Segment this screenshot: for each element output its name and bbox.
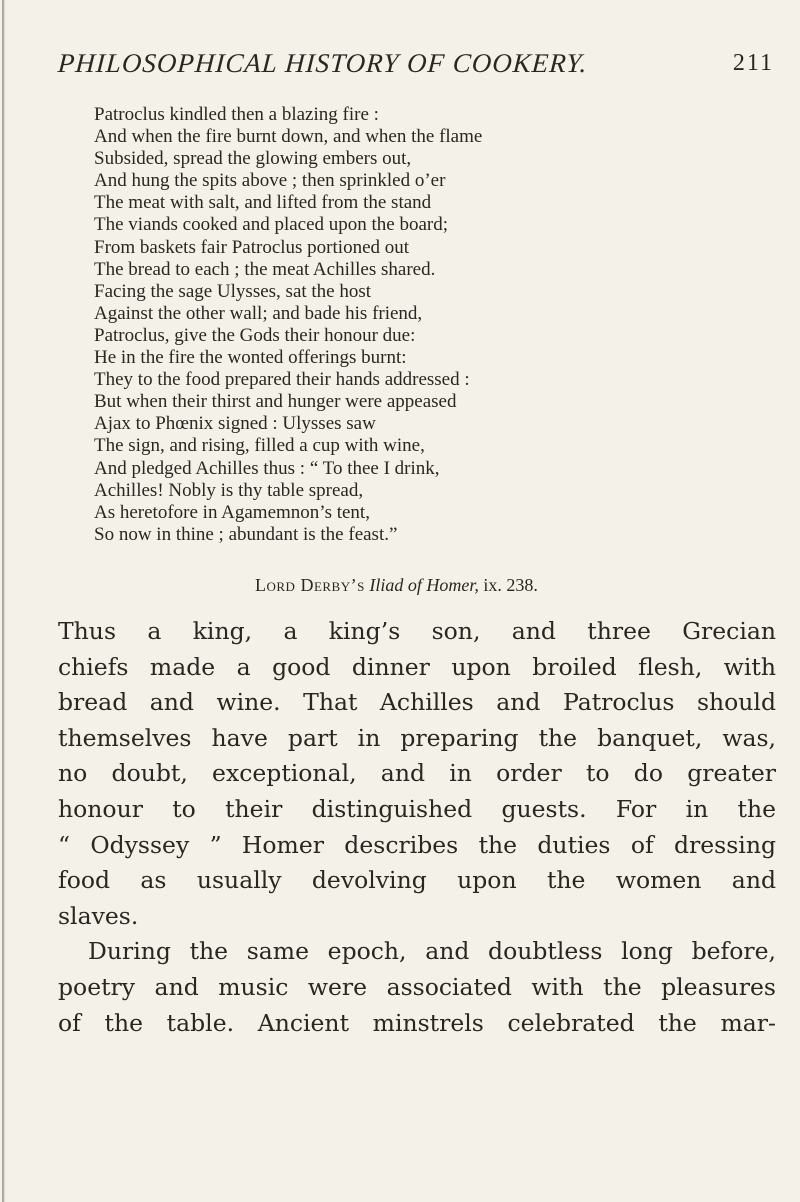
verse-line: He in the fire the wonted offerings burnt:	[94, 347, 407, 369]
body-text	[58, 614, 776, 1041]
verse-line: As heretofore in Agamemnon’s tent,	[94, 501, 370, 523]
prose-line: themselves have part in preparing the banquet, was,	[58, 723, 776, 752]
verse-line: And pledged Achilles thus : “ To thee I drink,	[94, 457, 440, 479]
verse-line: The meat with salt, and lifted from the stand	[94, 192, 432, 214]
attribution-work: Iliad of Homer,	[369, 575, 479, 595]
verse-line: From baskets fair Patroclus portioned out	[94, 236, 410, 258]
verse-line: The viands cooked and placed upon the board;	[94, 214, 449, 236]
prose-line: slaves.	[58, 901, 139, 930]
verse-line: And hung the spits above ; then sprinkled o’er	[94, 170, 446, 192]
prose-line: “ Odyssey ” Homer describes the duties of dressing	[58, 830, 776, 859]
attribution-reference: ix. 238.	[483, 575, 538, 595]
prose-line: poetry and music were associated with the pleasures	[58, 972, 776, 1001]
verse-line: Subsided, spread the glowing embers out,	[94, 148, 412, 170]
quotation-attribution	[255, 575, 775, 596]
verse-line: Against the other wall; and bade his friend,	[94, 302, 423, 324]
running-head	[58, 48, 778, 88]
verse-line: So now in thine ; abundant is the feast.”	[94, 523, 398, 545]
verse-line: Facing the sage Ulysses, sat the host	[94, 280, 372, 302]
running-title: PHILOSOPHICAL HISTORY OF COOKERY.	[56, 48, 589, 78]
prose-line: no doubt, exceptional, and in order to do greater	[58, 759, 776, 788]
verse-line: Achilles! Nobly is thy table spread,	[94, 479, 364, 501]
verse-line: Ajax to Phœnix signed : Ulysses saw	[94, 413, 376, 435]
attribution-author: Lord Derby’s	[255, 575, 365, 595]
prose-line: During the same epoch, and doubtless long before,	[88, 937, 776, 966]
prose-line: Thus a king, a king’s son, and three Grecian	[58, 617, 776, 645]
prose-line: honour to their distinguished guests. For in the	[58, 794, 776, 823]
prose-line: food as usually devolving upon the women and	[58, 866, 776, 895]
verse-line: Patroclus kindled then a blazing fire :	[94, 104, 379, 125]
verse-line: Patroclus, give the Gods their honour due:	[94, 324, 416, 346]
prose-line: chiefs made a good dinner upon broiled flesh, with	[58, 652, 776, 681]
prose-line: of the table. Ancient minstrels celebrated the mar-	[58, 1008, 776, 1037]
page-edge-shadow	[2, 0, 5, 1202]
verse-line: And when the fire burnt down, and when the flame	[94, 126, 483, 148]
verse-line: But when their thirst and hunger were appeased	[94, 391, 457, 413]
prose-line: bread and wine. That Achilles and Patroclus should	[58, 688, 776, 717]
verse-line: The bread to each ; the meat Achilles shared.	[94, 258, 436, 280]
verse-line: They to the food prepared their hands addressed :	[94, 369, 470, 391]
verse-line: The sign, and rising, filled a cup with wine,	[94, 435, 425, 457]
verse-quotation	[94, 104, 734, 546]
page-number: 211	[732, 50, 774, 76]
